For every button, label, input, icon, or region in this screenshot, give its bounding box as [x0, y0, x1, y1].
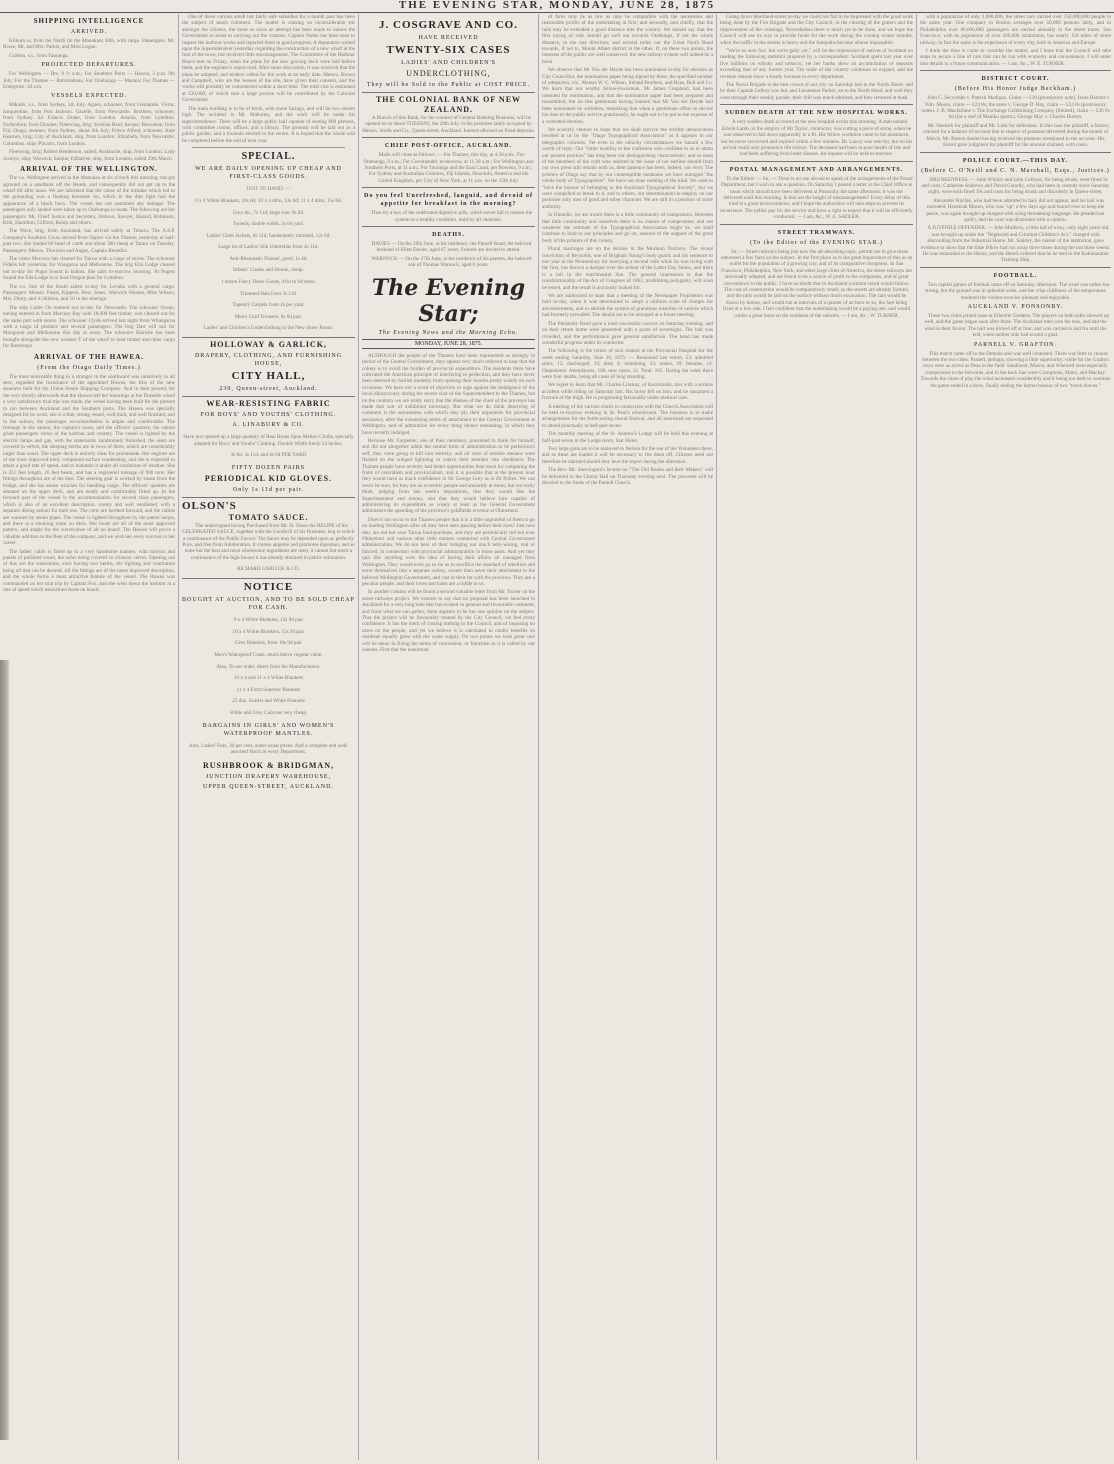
bought-subtitle: BOUGHT AT AUCTION, AND TO BE SOLD CHEAP FOR CASH.	[182, 597, 355, 612]
football-section: FOOTBALL. Two capital games of football came off on Saturday afternoon. The wind was rather too strong, but the ground was in splendid order, and the crisp chilliness of the temperature rendered the violent exercise pleasant and enjoyable. AUCKLAND V. PONSONBY. These two clubs joined issue at Ellerslie Gardens. The players on both sides showed up well, and the game began soon after three. The Auckland men won the toss, and had the wind in their favour. The ball was kicked off at four, and was carried to and fro until the end, when neither side had scored a goal. PARNELL V. GRAFTON. This match came off in the Domain and was well contested. There was little to choose between the two sides. Parnell, perhaps, showing a little superiority; while for the Grafton boys were as active as fleas in the field. Sandhurst, Mason, and Whewell were especially conspicuous in the forwards, and in the back line were Cromptons, Mann, and Mackay. Towards the close of play the wind increased considerably and it being too dark to continue the game ended in a draw, finally ending the barren honour of two "touch downs."	[920, 267, 1111, 389]
olsons-advert: OLSON'S TOMATO SAUCE. The undersigned having Purchased from Mr. H. Olson the RECIPE of his CELEBRATED SAUCE, together with the Goodwill of his Business, beg to solicit a continuance of the Public Favour. The Sauce may be depended upon as perfectly Pure, and free from Adulteration. It creates appetite and promotes digestion, and as none but the best and most wholesome ingredients are used, it cannot but merit a continuance of the high favour it has already obtained in public estimation. RICHARD GARLICK & CO.	[182, 497, 355, 573]
police-court-title: POLICE COURT.—THIS DAY.	[962, 157, 1069, 164]
underclothing: UNDERCLOTHING,	[406, 69, 491, 78]
auckland-v-ponsonby: AUCKLAND V. PONSONBY.	[967, 304, 1064, 310]
column-4	[538, 14, 716, 1460]
departures-heading: PROJECTED DEPARTURES.	[41, 62, 137, 69]
police-court-section: POLICE COURT.—THIS DAY. (Before C. O'Neill and C. N. Marshall, Esqs., Justices.) DRUNKENNESS. — John Whitier and John Collison, for being drunk, were fined 5s and costs. Catherine Andrews and David Conolly, who had been in custody since Saturday night, were each fined 10s and costs for being drunk and disorderly in Queen-street. Alexander Ritchie, who had been admitted to bail, did not appear, and his bail was estreated. Hezekiah Mason, who was "up" a few days ago and bound over to keep the peace, was again brought up charged with using threatening language. He pleaded not guilty, and the case was dismissed with a caution. A JUVENILE OFFENDER. — John Mulhern, a little kid of a boy, only eight years old, was brought up under the "Neglected and Criminal Children's Act," charged with absconding from the Industrial Home. Mr. Sinkley, the master of the institution, gave evidence to show that the little fellow had run away three times during the last three weeks. He was remanded to the Home, and the Bench ordered that he be sent to the Kohimarama Training Ship.	[920, 152, 1111, 264]
column-2: One of those curious small but fairly safe subsidies for a month past has been the subject of much comment. The matter is causing no inconsiderable stir amongst the citizens, the more so since an attempt has been made to induce the Government to assist in carrying out the contract. Captain Noble has been seen to inspect the harbour works and reported them in good progress. A deputation waited upon the Superintendent yesterday regarding the construction of a new wharf at the foot of the town, but received little encouragement. The Committee of the Harbour Board met on Friday, when the plans for the new graving dock were laid before them, and the engineer's report read. After some discussion, it was resolved that the plans be adopted, and tenders called for the work at an early date. Messrs. Brown and Campbell, who are the lessees of the site, have given their consent, and the works will probably be commenced within a short time. The total cost is estimated at £30,000, of which sum a large portion will be contributed by the Colonial Government. The main building is to be of brick, with stone facings, and will be two stories high. The architect is Mr. Mahoney, and the work will be under his superintendence. There will be a large public hall capable of seating 800 persons, with committee rooms, offices, and a library. The grounds will be laid out as a public garden, and a fountain erected in the centre. It is hoped that the whole will be completed before the end of next year. SPECIAL. WE ARE DAILY OPENING UP CHEAP AND FIRST-CLASS GOODS. JUST TO HAND: — 9 x 4 White Blankets, 10s 6d; 10 x 4 ditto, 12s 6d; 11 x 4 ditto, 15s 6d. Grey do., 7s 11d; large size, 9s 6d. Tweeds, double width, 2s 6d yard. Ladies' Cloth Jackets, 8s 11d; handsomely trimmed, 12s 6d. Large lot of Ladies' Silk Umbrellas from 4s 11d. Anti-Rheumatic Flannel, good, 1s 4d. Infants' Cloaks and Hoods, cheap. 1 dozen Fancy Dress Goods, 4½d to 6d dress. Trimmed Hats from 3s 11d. Tapestry Carpets from 2s per yard. Men's Cord Trousers, 6s 6d pair. Ladies' and Children's Underclothing in the New Show Room. HOLLOWAY & GARLICK, DRAPERY, CLOTHING, AND FURNISHING HOUSE, CITY HALL, 230, Queen-street, Auckland. WEAR-RESISTING FABRIC FOR BOYS' AND YOUTHS' CLOTHING. A. LINABURY & CO. Have just opened up a large quantity of Real Home Spun Melton Cloths, specially adapted for Boys' and Youths' Clothing. Double Width freely 54 inches. 3s 6d, 3s 11d, and 4s 6d PER YARD FIFTY DOZEN PAIRS PERIODICAL KID GLOVES. Only 1s 11d per pair. OLSON'S TOMATO SAUCE. The undersigned having Purchased from Mr. H. Olson the RECIPE of his CELEBRATED SAUCE, together with the Goodwill of his Business, beg to solicit a continuance of the Public Favour. The Sauce may be depended upon as perfectly Pure, and free from Adulteration. It creates appetite and promotes digestion, and as none but the best and most wholesome ingredients are used, it cannot but merit a continuance of the high favour it has already obtained in public estimation. RICHARD GARLICK & CO. NOTICE BOUGHT AT AUCTION, AND TO BE SOLD CHEAP FOR CASH. 9 x 4 White Blankets, 12s 9d pair 10 x 4 White Blankets, 15s 9d pair Grey Blankets, from 10s 9d pair Men's Waterproof Coats, much below regular value. Also, To our order, direct from the Manufacturers: 10 x 4 and 11 x 4 White Blankets 11 x 4 Extra Superior Blankets 25 doz. Scarlet and White Flannels White and Grey Calicoes very cheap. BARGAINS IN GIRLS' AND WOMEN'S WATERPROOF MANTLES. Also, Ladies' Furs, 30 per cent. under usual prices. And a complete and well-assorted Stock in every Department. RUSHBROOK & BRIDGMAN, JUNCTION DRAPERY WAREHOUSE, UPPER QUEEN-STREET, AUCKLAND.	[178, 14, 358, 1460]
district-court-title: DISTRICT COURT.	[981, 76, 1050, 83]
district-court-subtitle: (Before His Honor Judge Beckham.)	[954, 86, 1077, 93]
bargains-title: BARGAINS IN GIRLS' AND WOMEN'S WATERPROOF MANTLES.	[202, 722, 335, 737]
issue-date: MONDAY, JUNE 28, 1875.	[362, 339, 535, 349]
wellington-heading: ARRIVAL OF THE WELLINGTON.	[20, 165, 158, 174]
gloves-title: PERIODICAL KID GLOVES.	[204, 473, 333, 483]
cosgrave-advert: J. COSGRAVE AND CO. HAVE RECEIVED TWENTY-SIX CASES LADIES' AND CHILDREN'S UNDERCLOTHING, They will be Sold to the Public at COST PRICE.	[362, 17, 535, 89]
column-3	[358, 14, 538, 1460]
deaths-title: DEATHS.	[432, 232, 465, 239]
wear-title: WEAR-RESISTING FABRIC	[206, 399, 331, 409]
arrived-heading: ARRIVED.	[70, 29, 108, 35]
olsons-title: OLSON'S	[182, 499, 237, 512]
deaths-section: DEATHS. DAVIES — On the 26th June, at his residence, the Parnell Road, the beloved husband of Ellen Davies, aged 67 years. Friends are invited to attend. WARNOCK — On the 27th June, at the residence of his parents, the beloved son of Thomas Warnock, aged 6 years.	[362, 226, 535, 269]
masthead: THE EVENING STAR, MONDAY, JUNE 28, 1875	[0, 0, 1114, 13]
post-office-advert: CHIEF POST-OFFICE, AUCKLAND. Mails will close as follows: — For Thames, this day, at 4.30 p.m.; For Onehunga, 9 a.m.; For Coromandel, to-morrow, at 11.30 a.m.; For Wellington and Southern Ports, at 11 a.m.; For Tauranga and the East Coast, per Rowena, 9 a.m.; For Sydney and Australian Colonies, Fiji Islands, Honolulu, America and the United Kingdom, per City of New York, at 11 a.m. on the 15th July.	[362, 137, 535, 184]
postal-section: POSTAL MANAGEMENT AND ARRANGEMENTS. To the Editor: — Sir, — There is no use abroad to speak of the arrangements of the Postal Department, but I wish to ask a question. On Saturday I posted a letter at the Chief Office at noon which should have been delivered at Ponsonby the same afternoon; it was not delivered until this morning. Is this not the height of mismanagement? Every delay of this kind is a great inconvenience, and I hope the authorities will take steps to prevent its recurrence. The public pay for the service and have a right to expect that it will be efficiently conducted. — I am, &c., W. E. SADLER.	[720, 161, 913, 221]
column-1: SHIPPING INTELLIGENCE ARRIVED. Kilburn ss, from the North (in the Manukau) 30th, with cargo. Passengers: Mr. Rowe, Mr. and Mrs. Parker, and Miss Logan. Grafton, s.s., from Tauranga. PROJECTED DEPARTURES. For Wellington — Drs. 9 ½ a.m.; For Southern Ports — Hawea, 3 p.m. 9th July; For the Thames — Rotomahana; For Onehunga — Manaia; For Thames — Enterprise, 10 a.m. VESSELS EXPECTED. Mikado, s.s., from Sydney, 5th July. Agnes, schooner, from Fremantle. Victor, barquentine, from Port Jackson. Gazelle, from Newcastle. Brothers, schooner, from Sydney. Sir Francis Drake, from London. Amelia, from Lyttelton. Forfarshire, from Dundee; Fleetwing, brig; Scottish Bard, barque; Benvenue, from Fiji; Otago, steamer, from Sydney, about 6th July; Prince Alfred, schooner; Kate Kearney, brig; City of Auckland, ship, from London; Elizabeth, from Newcastle; Columbus, ship; Pitcairn, from London. Fleetwing, brig; Robert Henderson, sailed; Avalanche, ship, from London; Lady Jocelyn, ship; Warwick, barque; Dilharree, ship, from London, sailed 29th March. ARRIVAL OF THE WELLINGTON. The s.s. Wellington arrived in the Manukau at six o'clock this morning; but got aground on a sandbank off the Heads, and consequently did not get up to the wharf till after noon. We are informed that the cause of the mistake which led to the grounding was a floating kerosene tin, which in the dim light had the appearance of a black buoy. The vessel has not sustained any damage. The passengers only landed were taken up to Onehunga in boats. The following are her passengers: Mr. Chief Justice and Secretary, Dobson, Sawyer, Hazard, Robinson, Kirk, Hamilton, Gifford, Kemp and others. The Wave, brig, from Auckland, has arrived safely at Timaru. The A.S.P. Company's Southern Cross arrived from Napier via the Thames yesterday at half-past two. She landed 60 head of cattle and about 300 sheep at Tararu on Tuesday. Passengers: Messrs. Thornton and Angus, Captain Benedict. The cutter Mercury has cleared for Tairua with a cargo of stores. The schooner Fidelis left yesterday for Wangaroa and Melbourne. The brig Eila Lodge cleared out to-day for Puget Sound in ballast. She sails to-morrow morning. At Pugets Sound the Eila Lodge is to load Oregon pine for Lyttelton. The s.s. Star of the South sailed to-day for Levuka with a general cargo. Passengers: Messrs. Paslis, Kippers, Bow, Jones, Warwick Weston, Miss Wilson, Mrs. Drury, and 4 children, and 10 in the steerage. The ship Culler On entered out to-day for Newcastle. The schooner Ocean, having entered in from Mercury Bay with 18,000 feet timber, was cleared out for the same port with stores. The schooner Clyde arrived last night from Whangaroa with a cargo of produce and several passengers. The brig Dart will sail for Mongonui and Melbourne this day at noon. The schooner Blanche has been brought alongside the new western T of the wharf to load timber and other cargo for Rarotonga. ARRIVAL OF THE HAWEA. (From the Otago Daily Times.) The most noticeable thing to a stranger in the southward was intuitively in all sees, regarded the luxuriance of the appointed Hawea, the first of the new steamers built for the Union Steam Shipping Company. And in their proved, for the very shortly afterwards that the Hawea left her moorings at the Dunedin wharf a very satisfactory trial trip was made, the vessel having been built for the present to run between Auckland and the Southern ports. The Hawea was specially designed for its work; she is a fine, strong vessel, well built, and well finished; and in the saloon, the passenger accommodation is ample and comfortable. The frontage in the saloon, the captain's room, and the officers' quarters, the saloon gives passengers views of the harbour and country. The vessel is lighted by the electric lamps and gas, with the staterooms handsomely furnished, the seats are covered in velvet, the sleeping berths are in rows of three, which are considerably larger than usual. The upper deck is entirely clear for promenade. Her engines are of the most improved kind, compound surface condensing, and she is expected to attain a good rate of speed, and to maintain it under all conditions of weather. She is 251 feet length, 26 feet beam, and has a registered tonnage of 900 tons. Her fittings throughout are of the best. The steering gear is worked by steam from the bridge, and she has steam winches for handling cargo. The officers' quarters are situated on the upper deck, and are neatly and comfortably fitted up. In the forward part of the vessel is the accommodation for second class passengers, which is also of an excellent description, roomy and well ventilated, with a separate dining saloon for their use. The crew are berthed forward, and the cabins are warmed by steam pipes. The vessel is lighted throughout by the patent lamps, and there is a smoking room on deck. Her boats are all of the most approved pattern, and ample for the conveyance of all on board. The Hawea will prove a valuable addition to the fleet of the company, and we wish her every success in her career. The ladies' cabin is fitted up in a very handsome manner, with mirrors and panels of polished wood, the sofas being covered in crimson velvet. Opening out of this are the staterooms, each having two berths, the lighting and ventilation being all that can be desired. All the fittings are of the latest improved description, and the whole forms a most attractive feature of the vessel. The Hawea was commanded on her trial trip by Captain Fox, and she went down the harbour at a rate of speed which astonished those on board.	[3, 17, 176, 594]
column-1-body-1: Kilburn ss, from the North (in the Manukau) 30th, with cargo. Passengers: Mr. Rowe, Mr. and Mrs. Parker, and Miss Logan. Grafton, s.s., from Tauranga.	[3, 38, 175, 59]
rushbrook: RUSHBROOK & BRIDGMAN,	[202, 760, 334, 770]
hawea-subheading: (From the Otago Daily Times.)	[37, 364, 141, 371]
parnell-v-grafton: PARNELL V. GRAFTON.	[974, 341, 1057, 348]
newspaper-page	[0, 14, 1114, 1464]
tramways-title: STREET TRAMWAYS.	[777, 229, 856, 236]
refreshed-advert: Do you feel Unrefreshed, languid, and devoid of appetite for breakfast in the morning? Then try a box of the celebrated digestive pills, which never fail to restore the system to a healthy condition. Sold by all chemists.	[362, 187, 535, 223]
newspaper-nameplate: The Evening Star;	[371, 274, 526, 327]
football-title: FOOTBALL.	[993, 272, 1038, 279]
queen-street-address: 230, Queen-street, Auckland.	[219, 386, 318, 393]
holloway-subtitle: DRAPERY, CLOTHING, AND FURNISHING HOUSE,	[194, 353, 343, 368]
cosgrave-title: J. COSGRAVE AND CO.	[379, 19, 518, 31]
colonial-bank-advert: THE COLONIAL BANK OF NEW ZEALAND. A Branch of this Bank, for the conduct of General Banking Business, will be opened on or about TUESDAY, the 29th July, in the premises lately occupied by Messrs. Smith and Co., Queen-street, Auckland. Interest allowed on fixed deposits.	[362, 92, 535, 134]
special-heading: SPECIAL.	[241, 151, 296, 163]
refreshed-title: Do you feel Unrefreshed, languid, and devoid of appetite for breakfast in the morning?	[364, 193, 533, 208]
city-hall: CITY HALL,	[231, 370, 306, 383]
expected-heading: VESSELS EXPECTED.	[50, 93, 127, 100]
holloway-advert	[182, 337, 355, 393]
notice-advert: NOTICE BOUGHT AT AUCTION, AND TO BE SOLD CHEAP FOR CASH. 9 x 4 White Blankets, 12s 9d pair 10 x 4 White Blankets, 15s 9d pair Grey Blankets, from 10s 9d pair Men's Waterproof Coats, much below regular value. Also, To our order, direct from the Manufacturers: 10 x 4 and 11 x 4 White Blankets 11 x 4 Extra Superior Blankets 25 doz. Scarlet and White Flannels White and Grey Calicoes very cheap. BARGAINS IN GIRLS' AND WOMEN'S WATERPROOF MANTLES. Also, Ladies' Furs, 30 per cent. under usual prices. And a complete and well-assorted Stock in every Department. RUSHBROOK & BRIDGMAN, JUNCTION DRAPERY WAREHOUSE, UPPER QUEEN-STREET, AUCKLAND.	[182, 578, 355, 791]
twenty-six-cases: TWENTY-SIX CASES	[386, 44, 511, 56]
notice-title: NOTICE	[243, 581, 294, 594]
holloway-title: HOLLOWAY & GARLICK,	[210, 340, 327, 350]
nameplate-subtitle: The Evening News and the Morning Echo.	[378, 329, 519, 336]
special-subheading: WE ARE DAILY OPENING UP CHEAP AND FIRST-CLASS GOODS.	[195, 166, 342, 181]
junction: JUNCTION DRAPERY WAREHOUSE,	[205, 773, 332, 780]
column-4-body: of fares may be as low as may be compatible with the necessities and reasonable profits of the undertaking at first; and secondly, and chiefly, that the rails may be extended a good distance into the country. We should say that the first laying of rails should go well out towards Onehunga, if not the whole distance, in the one direction; and several miles out the Great North Road towards, if not to, Mount Albert district in the other. If, on these two points, the interests of the public are well conserved, the new railway system will indeed be a boon. We observe that Mr Von der Heyde has been nominated to-day for election as City Councillor, the nomination paper being signed by three, the specified number of ratepayers, viz., Messrs W. C. Wilson, Ireland Brothers, and Byas, Bell and Co. We learn that our worthy fellow-townsman, Mr James Coupland, had been intended for nomination, and that the nomination paper had been prepared and transmitted; but on that gentleman having learned that Mr Von der Heyde had been nominated he withdrew, remarking that when a gentleman offers to devote his time to the public service gratuitously, he ought not to be put to the expense of a contested election. We scarcely venture to hope that we shall survive the terrible denunciation levelled at us by the "Otago Typographical Association" as it appears in our telegraphic columns. Yet even in the unlucky circumstances we hazard a few words of reply. Our "bitter hostility to the craftsmen who confided to us to attain our present position" has long been our distinguishing characteristic, and so most of the members of the craft who assisted in the issue of our earliest should from our own press still remain with us, their patience has been, indeed, our envy. The printers of Otago say that by our contemptible meanness we have outraged "the whole body of Typographists". We have not done nothing of the kind. We used to "have the honour of belonging to the Auckland Typographical Society", but we were compelled to break to it, and to others, our determination to employ on our premises only men of good and sober character. We are still in a position of some authority. In Dunedin, we are aware there is a little community of compositors. Between that little community and ourselves there is no chance of compromise; and not whatever the estimate of the Typographical Association might be, we shall continue to hold to our principles and go on, assured of the support of the great body of the printers of this colony. Plural marriages are on the decline in the Mormon Territory. The recent conviction of Reynolds, one of Brigham Young's body guard, and his sentence to one year in the Penitentiary for marrying a second wife while he was living with the first, has thrown a damper over the ardour of the Latter Day Saints, and there is a lull in the matrimonial line. The general impression is that the constitutionality of the Act of Congress of 1862, prohibiting polygamy, will soon be tested, and the result is anxiously looked for. We are authorised to state that a meeting of the Newspaper Proprietors was held to-day, when it was determined to adopt a uniform scale of charges for advertisements, and to abolish the system of gratuitous insertion of notices which had formerly prevailed. The details are to be arranged at a future meeting. The Ponsonby Band gave a most successful concert on Saturday evening, and on their return home were presented with a purse of sovereigns. The hall was crowded, and the performance gave general satisfaction. The band has made wonderful progress under its conductor. The following is the return of sick treated at the Provincial Hospital for the week ending Saturday, June 26, 1875: — Remained last return, 53; admitted since, 12; discharged, 10; died, 4; remaining, 53; males, 39; females, 14. Outpatients: Attendances, 106; new cases, 12. Total: 165. During the week there were four deaths, being all cases of long standing. We regret to learn that Mr. Charles Lindsay, of Kororareka, met with a serious accident while riding on Saturday last. His horse fell on him, and he sustained a fracture of the thigh. He is progressing favourably under medical care. A meeting of the various choirs in connection with the Church Association will be held to-morrow evening in St. Paul's schoolroom. The business is to make arrangements for the forthcoming choral festival, and all interested are requested to attend punctually at half-past seven. The monthly meeting of the St. Andrew's Lodge will be held this evening at half-past seven in the Lodge room, Star Hotel. Two large guns are to be removed to Nelson for the use of the Volunteers there, and as these are loaded it will be necessary to fire them off. Citizens need not therefore be alarmed should they hear the report during the afternoon. The Rev. Mr. Sherrington's lecture on "The Old Books and their Makers" will be delivered in the Choral Hall on Thursday evening next. The proceeds will be devoted to the funds of the Parnell Church.	[542, 14, 713, 487]
sudden-death-section: SUDDEN DEATH AT THE NEW HOSPITAL WORKS. A very sudden death occurred at the new hospital works this morning. A man named Edwin Lamb, in the employ of Mr Taylor, contractor, was cutting a piece of stone, when he was observed to fall down apparently in a fit. His fellow workmen came to his assistance, but he never recovered and expired within a few minutes. Dr. Lawry was sent for, but on his arrival could only pronounce life extinct. The deceased had been in poor health of late and had been suffering from heart disease. An inquest will be held to-morrow.	[720, 104, 913, 157]
upper-queen: UPPER QUEEN-STREET, AUCKLAND.	[203, 783, 334, 790]
tramways-subtitle: (To the Editor of the EVENING STAR.)	[750, 239, 883, 246]
editorial-body: ALTHOUGH the people of the Thames have been represented as strongly in favour of the Central Government, they appear very much relieved to hear that the colony is to avoid the burden of provincial expenditure. The residents there have cultivated the American principle of interfering to perfection, and they have never been deterred by foolish modesty from opening their mouths pretty widely on such occasions. We have not a word of objection to urge against the indulgence of the local idiosyncrasy during the recent visit of the Superintendent to the Thames, but on the contrary we are really sorry that the disease of the chest of the province has made that sort of exhibition necessary. But what we do think deserving of comment is the earnestness with which they ply their arguments for provincial assistance, after the exhausting terms of attachment to the Central Government at Wellington, nod of admiration for every thing thence emanating, in which they have recently indulged. Because Mr. Carpenter, one of their members, presumed to think for himself, and did not altogether admit the central form of administration to be perfection's self, they were going to kill him entirely; and all sorts of terrible menace were flashed on the winged lightning to coerce their member into obedience. The Thames people have recently had better opportunities than most for comparing the fruits of centralism and provincialism, and it is possible that at the present hour they would have as much confidence in Sir George Grey as in Dr Pollen. We can never be sure, for they are an eccentric people and smoothly at times; but we really think, judging from last week's deputations, that they would like the Superintendent and money, and that they would believe him capable of administering its expenditure as wisely at least as the General Government administers the spending of the province's goldfields revenue at Ohinemuri. Does it not occur to the Thames people that it is a little ungrateful of them to go on lauding Wellington after all they have seen passing before their eyes? Just now they are red hot over Tairua land-purchase, and they are periodically red hot over Ohinemuri and various other little matters connected with Central Government administration. We do not hear of their bringing out much telly-wising, real or fancied, in connection with provincial administration in those parts. And yet they quit like anything over the idea of having their affairs all managed from Wellington. They would even go so far as to sacrifice the standard of rebellion and enrol themselves into a separate colony, sooner than sever their attachment to the beloved Wellington Government, and cast in their lot with the province. They are a peculiar people, and their loves and hates are a riddle to us. In another column will be found a second valuable letter from Mr. Turner on the street railways project. We venture to say that no proposal has been launched in Auckland for a very long time that has evoked so general and favourable comment, and from what we can gather, there appears to be but one opinion on the subject. That the project will be favourably treated by the City Council, we feel every confidence. It has the merit of costing nothing to the Council, and of imposing no taxes on the people, and yet we believe it is calculated to confer benefits on residents equally great with the water supply. On two points we trust great care will be taken in fixing the terms of concession, or franchise as it is called by our cousins. First that the maximum	[362, 352, 535, 653]
column-5: Going down Shortland-street to-day we could not fail to be impressed with the good work being done by the Fire Brigade and the City Council, in the clearing of the gutters and the improvement of the crossings. Nevertheless there is much yet to be done, and we hope the Council will see its way to provide funds for the work during the coming winter months, when the traffic in the streets is heavy and the footpaths become almost impassable. "We're no sure fou', but we're gaily yet," will be the impression of natives of Scotland on reading the following statistics prepared by a correspondent: Scotland spent last year over five millions on whisky and tobacco, yet her banks show an accumulation of deposits exceeding that of any former year. The trade of the country continues to expand, and the revenue returns show a steady increase in every department. The Naval Brigade is the best crowd of our city on Saturday last in the North Shore; and by their Captain Lelboy was led, and Lieutenant Parker, on to the North Head; and well they went through their weekly parade; their drill was much admired, and they returned at dusk. SUDDEN DEATH AT THE NEW HOSPITAL WORKS. A very sudden death occurred at the new hospital works this morning. A man named Edwin Lamb, in the employ of Mr Taylor, contractor, was cutting a piece of stone, when he was observed to fall down apparently in a fit. His fellow workmen came to his assistance, but he never recovered and expired within a few minutes. Dr. Lawry was sent for, but on his arrival could only pronounce life extinct. The deceased had been in poor health of late and had been suffering from heart disease. An inquest will be held to-morrow. POSTAL MANAGEMENT AND ARRANGEMENTS. To the Editor: — Sir, — There is no use abroad to speak of the arrangements of the Postal Department, but I wish to ask a question. On Saturday I posted a letter at the Chief Office at noon which should have been delivered at Ponsonby the same afternoon; it was not delivered until this morning. Is this not the height of mismanagement? Every delay of this kind is a great inconvenience, and I hope the authorities will take steps to prevent its recurrence. The public pay for the service and have a right to expect that it will be efficiently conducted. — I am, &c., W. E. SADLER. STREET TRAMWAYS. (To the Editor of the EVENING STAR.) Sir, — Street railways being just now the all-absorbing topic, permit me to give those interested a few facts on the subject. In the first place as to the great importance of this as an outlet for the population of a growing city, and of its comparative cheapness. In San Francisco, Philadelphia, New York, and other large cities of America, the street railways are universally adopted, and are found to be a source of profit to the companies, and of great convenience to the public. I have no doubt that in Auckland a similar result would follow. The cost of construction would be comparatively small, as the streets are already formed, and the rails would be laid on the surface without much excavation. The cars would be drawn by horses, and would run at intervals of a quarter of an hour or so, the fare being fixed at a low rate. I feel confident that the undertaking would be a paying one, and would confer a great boon on the residents of the suburbs. — I am, &c., W. TURNER.	[716, 14, 916, 1460]
colonial-bank-title: THE COLONIAL BANK OF NEW ZEALAND.	[375, 95, 522, 114]
column-6: with a population of only 1,000,000, the street cars carried over 150,000,000 people in the same year. One company in Boston averages over 50,000 persons daily, and in Philadelphia over 80,000,000 passengers are carried annually in the street trams. San Francisco, with its population of over 200,000 inhabitants, has nearly 150 miles of street railway; in fact the same is the experience of every city, both in America and Europe. I think the time is come to consider the matter, and I hope that the Council will take steps to secure a line of cars that can be run with economy and convenience. I will enter into details in a future communication. — I am, &c., W. E. TURNER. DISTRICT COURT. (Before His Honor Judge Beckham.) John C. Seccombe v. Patrick Madigan. Claim — £30 (promissory note). Issue Barnett v. Wm. Moore, claim — £24 8s; the same v. George D. Hay, claim — £24 8s (promissory notes). J. B. Macfarlane v. The Exchange Goldmining Company (limited), claim — £36 6s 6d (for a reef of Maniku quartz). George May v. Charles Burton. Mr. Hesketh for plaintiff and Mr. Lusk for defendant. In this case the plaintiff, a farmer, claimed for a balance of account due in respect of potatoes delivered during the month of March. Mr. Burton denied having received the potatoes mentioned in the account. His Honor gave judgment for plaintiff for the amount claimed, with costs. POLICE COURT.—THIS DAY. (Before C. O'Neill and C. N. Marshall, Esqs., Justices.) DRUNKENNESS. — John Whitier and John Collison, for being drunk, were fined 5s and costs. Catherine Andrews and David Conolly, who had been in custody since Saturday night, were each fined 10s and costs for being drunk and disorderly in Queen-street. Alexander Ritchie, who had been admitted to bail, did not appear, and his bail was estreated. Hezekiah Mason, who was "up" a few days ago and bound over to keep the peace, was again brought up charged with using threatening language. He pleaded not guilty, and the case was dismissed with a caution. A JUVENILE OFFENDER. — John Mulhern, a little kid of a boy, only eight years old, was brought up under the "Neglected and Criminal Children's Act," charged with absconding from the Industrial Home. Mr. Sinkley, the master of the institution, gave evidence to show that the little fellow had run away three times during the last three weeks. He was remanded to the Home, and the Bench ordered that he be sent to the Kohimarama Training Ship. FOOTBALL. Two capital games of football came off on Saturday afternoon. The wind was rather too strong, but the ground was in splendid order, and the crisp chilliness of the temperature rendered the violent exercise pleasant and enjoyable. AUCKLAND V. PONSONBY. These two clubs joined issue at Ellerslie Gardens. The players on both sides showed up well, and the game began soon after three. The Auckland men won the toss, and had the wind in their favour. The ball was kicked off at four, and was carried to and fro until the end, when neither side had scored a goal. PARNELL V. GRAFTON. This match came off in the Domain and was well contested. There was little to choose between the two sides. Parnell, perhaps, showing a little superiority; while for the Grafton boys were as active as fleas in the field. Sandhurst, Mason, and Whewell were especially conspicuous in the forwards, and in the back line were Cromptons, Mann, and Mackay. Towards the close of play the wind increased considerably and it being too dark to continue the game ended in a draw, finally ending the barren honour of two "touch downs."	[916, 14, 1114, 1460]
linabury: A. LINABURY & CO.	[232, 422, 305, 429]
hawea-heading: ARRIVAL OF THE HAWEA.	[34, 352, 144, 361]
shipping-heading: SHIPPING INTELLIGENCE	[33, 17, 145, 25]
district-court-section: DISTRICT COURT. (Before His Honor Judge Beckham.) John C. Seccombe v. Patrick Madigan. Claim — £30 (promissory note). Issue Barnett v. Wm. Moore, claim — £24 8s; the same v. George D. Hay, claim — £24 8s (promissory notes). J. B. Macfarlane v. The Exchange Goldmining Company (limited), claim — £36 6s 6d (for a reef of Maniku quartz). George May v. Charles Burton. Mr. Hesketh for plaintiff and Mr. Lusk for defendant. In this case the plaintiff, a farmer, claimed for a balance of account due in respect of potatoes delivered during the month of March. Mr. Burton denied having received the potatoes mentioned in the account. His Honor gave judgment for plaintiff for the amount claimed, with costs.	[920, 70, 1111, 148]
postal-title: POSTAL MANAGEMENT AND ARRANGEMENTS.	[729, 166, 904, 173]
post-office-title: CHIEF POST-OFFICE, AUCKLAND.	[385, 143, 512, 150]
fifty-dozen: FIFTY DOZEN PAIRS	[231, 464, 306, 471]
tomato-title: TOMATO SAUCE.	[228, 512, 309, 522]
sudden-death-title: SUDDEN DEATH AT THE NEW HOSPITAL WORKS.	[725, 110, 908, 117]
wear-subtitle: FOR BOYS' AND YOUTHS' CLOTHING.	[200, 412, 337, 419]
police-court-subtitle: (Before C. O'Neill and C. N. Marshall, Esqs., Justices.)	[921, 167, 1110, 174]
wear-advert: WEAR-RESISTING FABRIC FOR BOYS' AND YOUTHS' CLOTHING. A. LINABURY & CO. Have just opened up a large quantity of Real Home Spun Melton Cloths, specially adapted for Boys' and Youths' Clothing. Double Width freely 54 inches. 3s 6d, 3s 11d, and 4s 6d PER YARD FIFTY DOZEN PAIRS PERIODICAL KID GLOVES. Only 1s 11d per pair.	[182, 396, 355, 494]
tramways-section: STREET TRAMWAYS. (To the Editor of the EVENING STAR.) Sir, — Street railways being just now the all-absorbing topic, permit me to give those interested a few facts on the subject. In the first place as to the great importance of this as an outlet for the population of a growing city, and of its comparative cheapness. In San Francisco, Philadelphia, New York, and other large cities of America, the street railways are universally adopted, and are found to be a source of profit to the companies, and of great convenience to the public. I have no doubt that in Auckland a similar result would follow. The cost of construction would be comparatively small, as the streets are already formed, and the rails would be laid on the surface without much excavation. The cars would be drawn by horses, and would run at intervals of a quarter of an hour or so, the fare being fixed at a low rate. I feel confident that the undertaking would be a paying one, and would confer a great boon on the residents of the suburbs. — I am, &c., W. TURNER.	[720, 224, 913, 319]
